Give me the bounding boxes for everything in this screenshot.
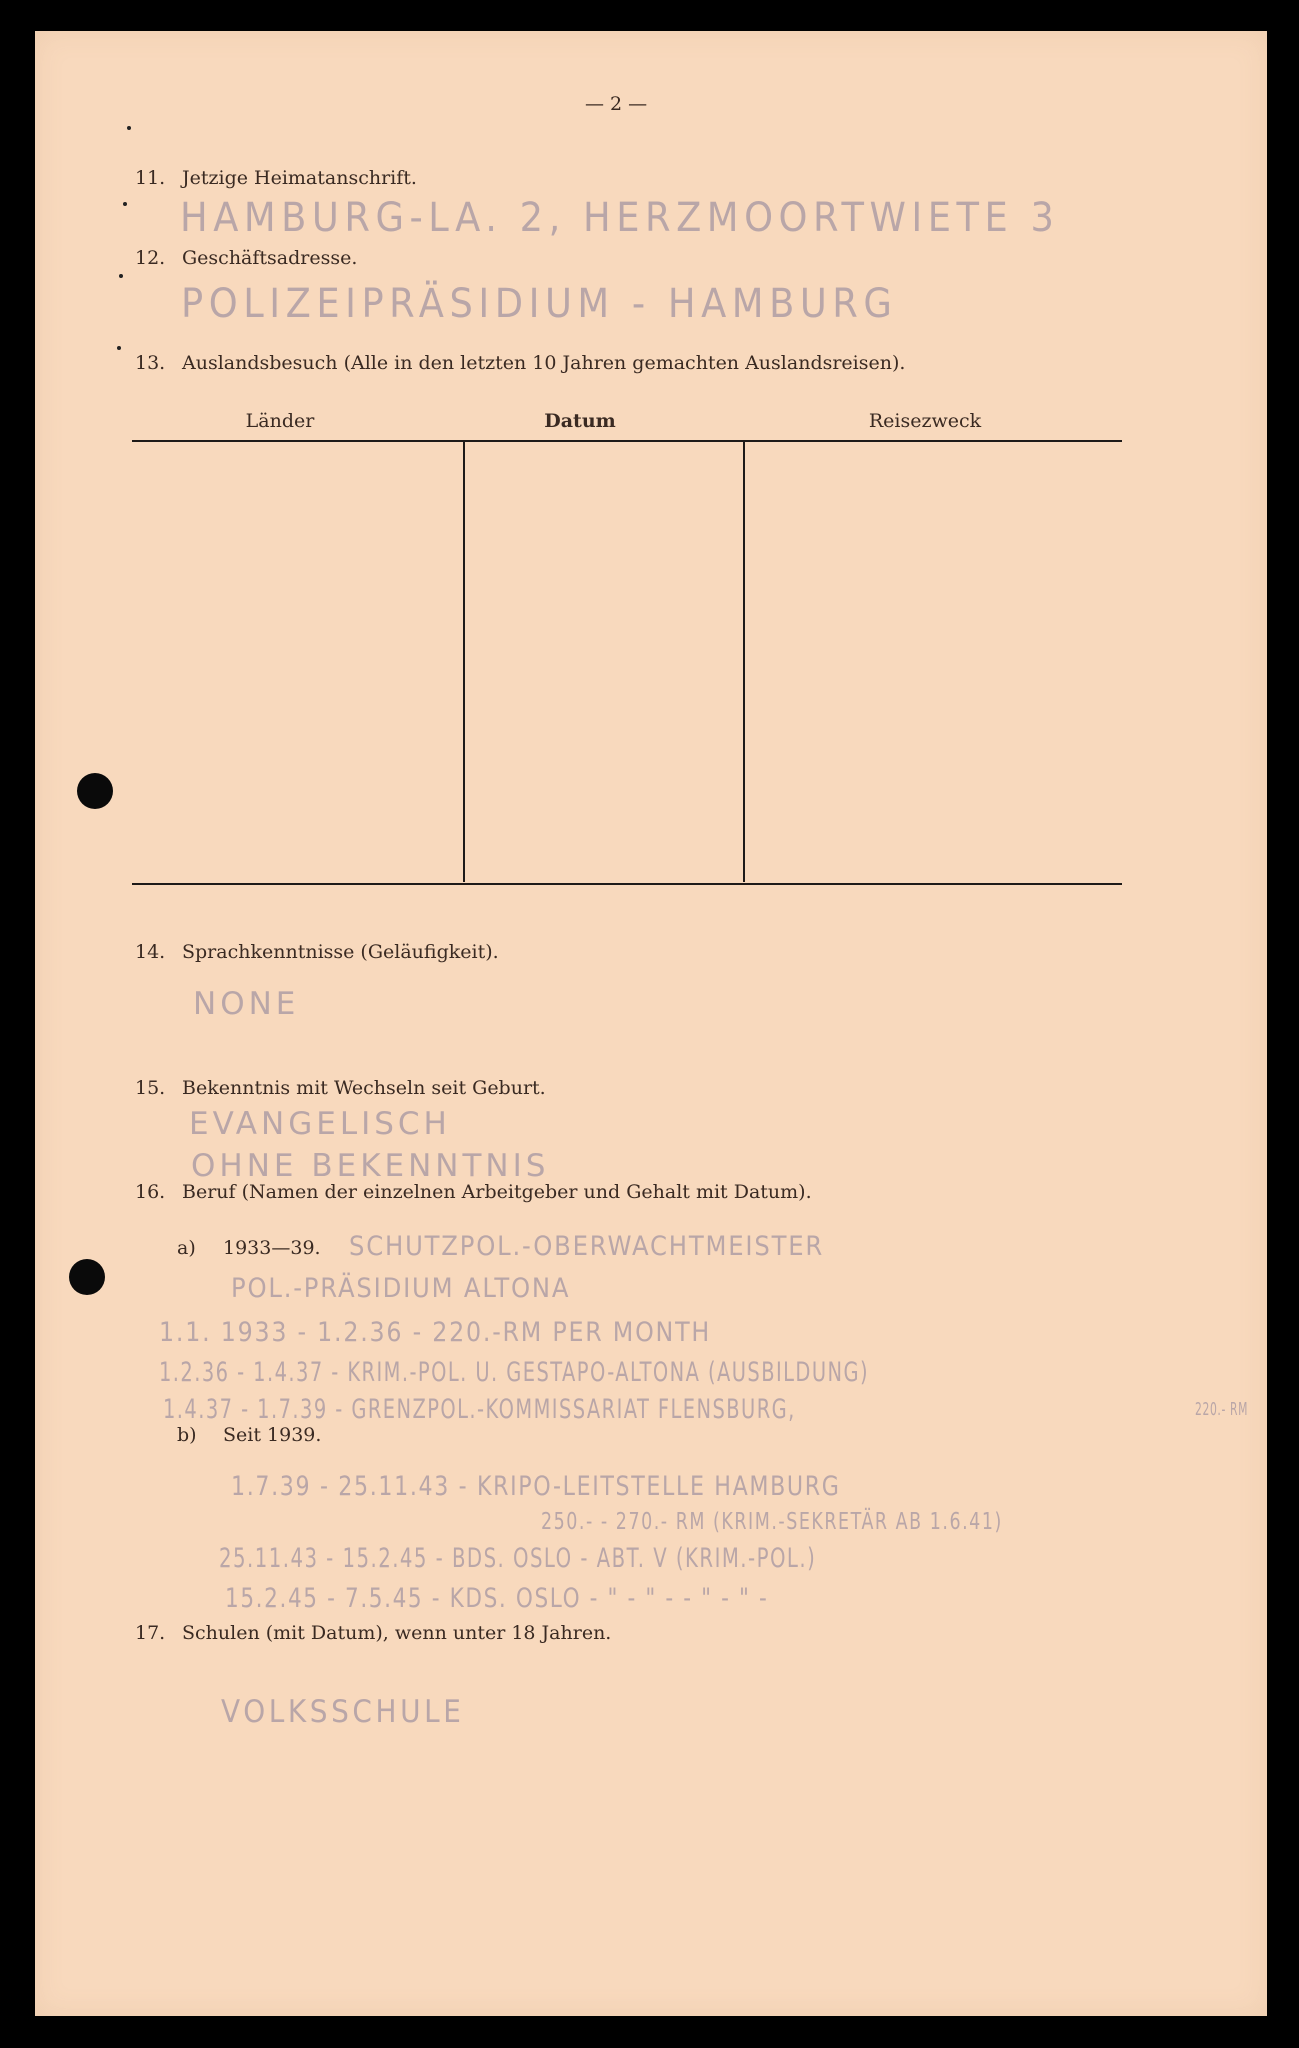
beruf-line-5: 1.4.37 - 1.7.39 - GRENZPOL.-KOMMISSARIAT FLENSBURG,	[163, 1394, 796, 1425]
item-number-17: 17.	[135, 1622, 166, 1644]
margin-note: 220.- RM	[1195, 1399, 1249, 1420]
beruf-line-9: 15.2.45 - 7.5.45 - KDS. OSLO - " - " - - " - " -	[225, 1583, 769, 1614]
table-header-reisezweck: Reisezweck	[868, 410, 982, 432]
item-number-15: 15.	[135, 1077, 166, 1099]
beruf-line-4: 1.2.36 - 1.4.37 - KRIM.-POL. U. GESTAPO-ALTONA (AUSBILDUNG)	[159, 1357, 870, 1388]
speck	[123, 202, 127, 206]
table-header-datum: Datum	[544, 410, 616, 432]
beruf-a-label: a)	[177, 1237, 196, 1259]
table-top-rule	[132, 440, 1122, 442]
item-number-16: 16.	[135, 1181, 166, 1203]
speck	[127, 126, 131, 130]
beruf-line-1: SCHUTZPOL.-OBERWACHTMEISTER	[349, 1231, 825, 1262]
beruf-b-label: b)	[177, 1424, 197, 1446]
beruf-line-6: 1.7.39 - 25.11.43 - KRIPO-LEITSTELLE HAMBURG	[231, 1471, 841, 1502]
beruf-b-period: Seit 1939.	[223, 1424, 322, 1446]
bekenntnis-label: Bekenntnis mit Wechseln seit Geburt.	[182, 1077, 546, 1099]
table-column-divider-2	[743, 442, 745, 882]
table-bottom-rule	[132, 883, 1122, 885]
beruf-a-period: 1933—39.	[223, 1237, 321, 1259]
item-number-14: 14.	[135, 941, 166, 963]
speck	[119, 274, 123, 278]
beruf-line-3: 1.1. 1933 - 1.2.36 - 220.-RM PER MONTH	[159, 1317, 711, 1348]
beruf-label: Beruf (Namen der einzelnen Arbeitgeber und Gehalt mit Datum).	[182, 1181, 812, 1203]
item-number-12: 12.	[135, 247, 166, 269]
item-number-13: 13.	[135, 352, 166, 374]
speck	[117, 346, 121, 350]
bekenntnis-answer-line-2: OHNE BEKENNTNIS	[191, 1148, 550, 1184]
punch-hole-upper	[77, 773, 113, 809]
heimatanschrift-answer: HAMBURG-LA. 2, HERZMOORTWIETE 3	[180, 195, 1060, 241]
auslandsbesuch-label: Auslandsbesuch (Alle in den letzten 10 Jahren gemachten Auslandsreisen).	[182, 352, 906, 374]
heimatanschrift-label: Jetzige Heimatanschrift.	[182, 167, 417, 189]
schulen-label: Schulen (mit Datum), wenn unter 18 Jahren.	[182, 1622, 612, 1644]
beruf-line-2: POL.-PRÄSIDIUM ALTONA	[231, 1273, 571, 1304]
beruf-line-7: 250.- - 270.- RM (KRIM.-SEKRETÄR AB 1.6.41)	[541, 1509, 1003, 1535]
item-number-11: 11.	[135, 167, 166, 189]
page-number: — 2 —	[585, 93, 648, 115]
sprachkenntnisse-label: Sprachkenntnisse (Geläufigkeit).	[182, 941, 499, 963]
table-column-divider-1	[463, 442, 465, 882]
beruf-line-8: 25.11.43 - 15.2.45 - BDS. OSLO - ABT. V (KRIM.-POL.)	[219, 1543, 817, 1574]
schulen-answer: VOLKSSCHULE	[221, 1694, 465, 1730]
bekenntnis-answer-line-1: EVANGELISCH	[189, 1106, 451, 1142]
document-page	[35, 31, 1267, 2016]
punch-hole-lower	[69, 1259, 105, 1295]
sprachkenntnisse-answer: NONE	[193, 986, 300, 1022]
geschaeftsadresse-label: Geschäftsadresse.	[182, 247, 358, 269]
table-header-laender: Länder	[245, 410, 315, 432]
geschaeftsadresse-answer: POLIZEIPRÄSIDIUM - HAMBURG	[181, 281, 898, 327]
